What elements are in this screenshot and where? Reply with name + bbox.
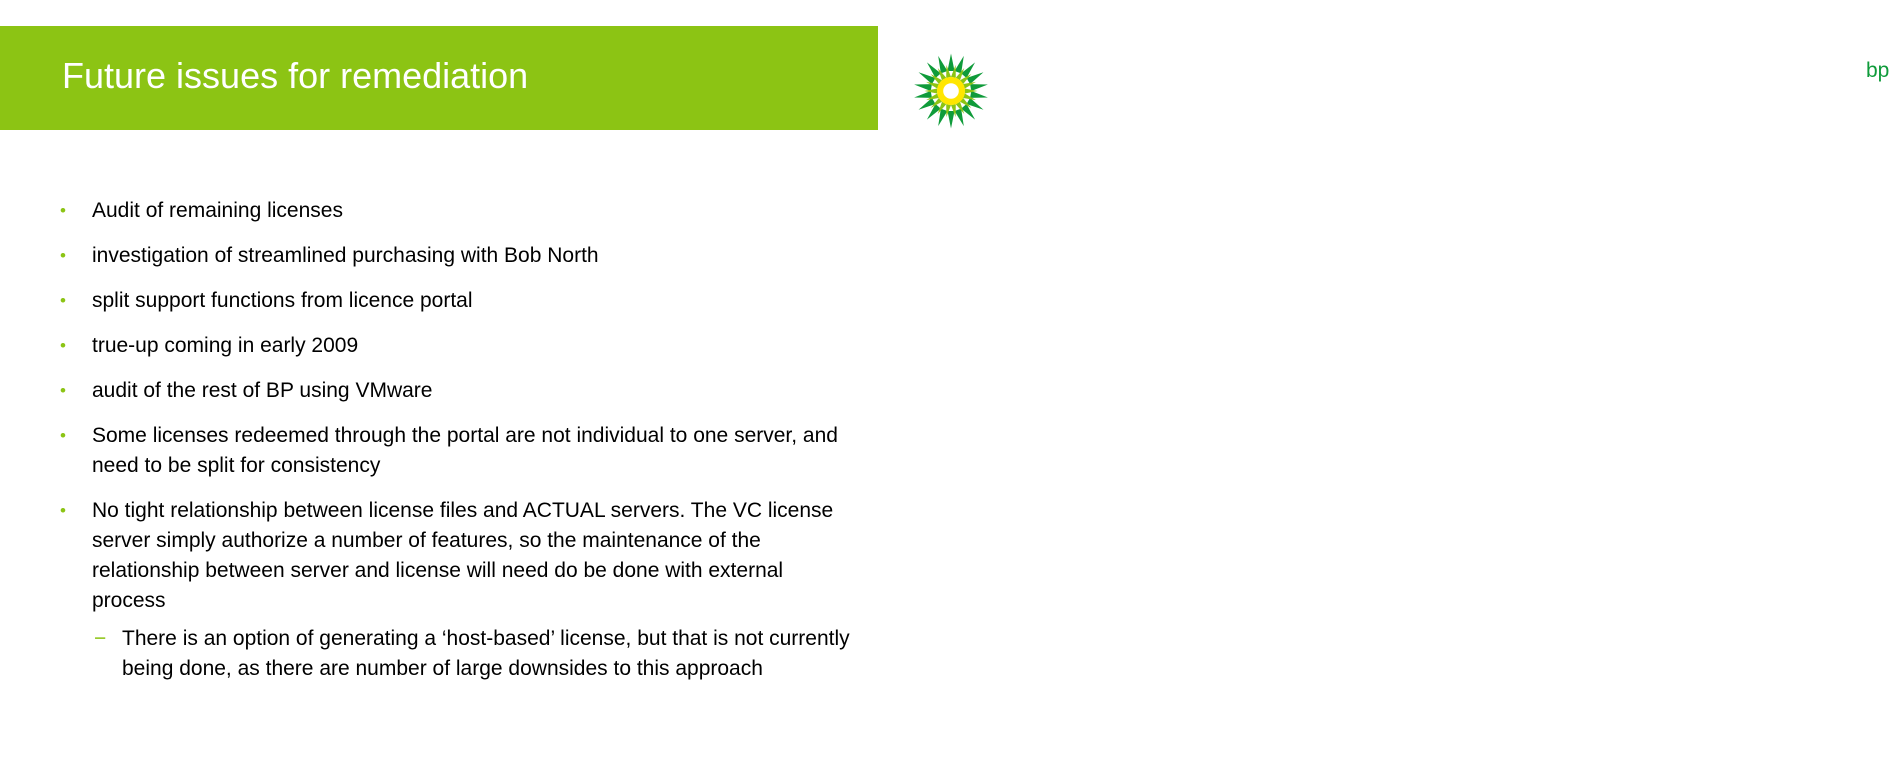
bullet-item [60,331,860,361]
bullet-text: Some licenses redeemed through the portal are not individual to one server, and need to be split for consistency [92,424,838,477]
bullet-item [60,496,860,684]
bullet-item [60,376,860,406]
bp-logo-text: bp [1866,59,1889,82]
sub-bullet-text: There is an option of generating a ‘host-based’ license, but that is not currently being done, as there are number of large downsides to this approach [122,627,850,680]
logo-petal [970,91,988,98]
bullet-marker: • [60,291,66,310]
bullet-text: audit of the rest of BP using VMware [92,379,433,402]
bullet-list [60,196,860,699]
helios-sunflower-icon [912,52,990,130]
bullet-text: No tight relationship between license files and ACTUAL servers. The VC license server simply authorize a number of features, so the maintenance of the relationship between server and license will need do be done with external process [92,499,834,612]
bullet-item [60,286,860,316]
logo-center [943,83,959,99]
sub-bullet-list [92,624,860,684]
bullet-marker: • [60,246,66,265]
slide-title: Future issues for remediation [62,55,529,96]
sub-bullet-marker: − [94,627,107,650]
sub-bullet-item [92,624,860,684]
logo-petal [947,54,954,71]
logo-petal [970,84,988,91]
bullet-marker: • [60,381,66,400]
bullet-item [60,241,860,271]
bullet-text: split support functions from licence portal [92,289,473,312]
logo-petal [914,84,932,91]
bullet-text: investigation of streamlined purchasing with Bob North [92,244,599,267]
bullet-item [60,196,860,226]
bullet-marker: • [60,426,66,445]
bullet-marker: • [60,336,66,355]
bullet-marker: • [60,201,66,220]
bullet-text: Audit of remaining licenses [92,199,343,222]
logo-petal [914,91,932,98]
bullet-text: true-up coming in early 2009 [92,334,359,357]
bullet-marker: • [60,501,66,520]
bullet-item [60,421,860,481]
logo-petal [947,111,954,128]
